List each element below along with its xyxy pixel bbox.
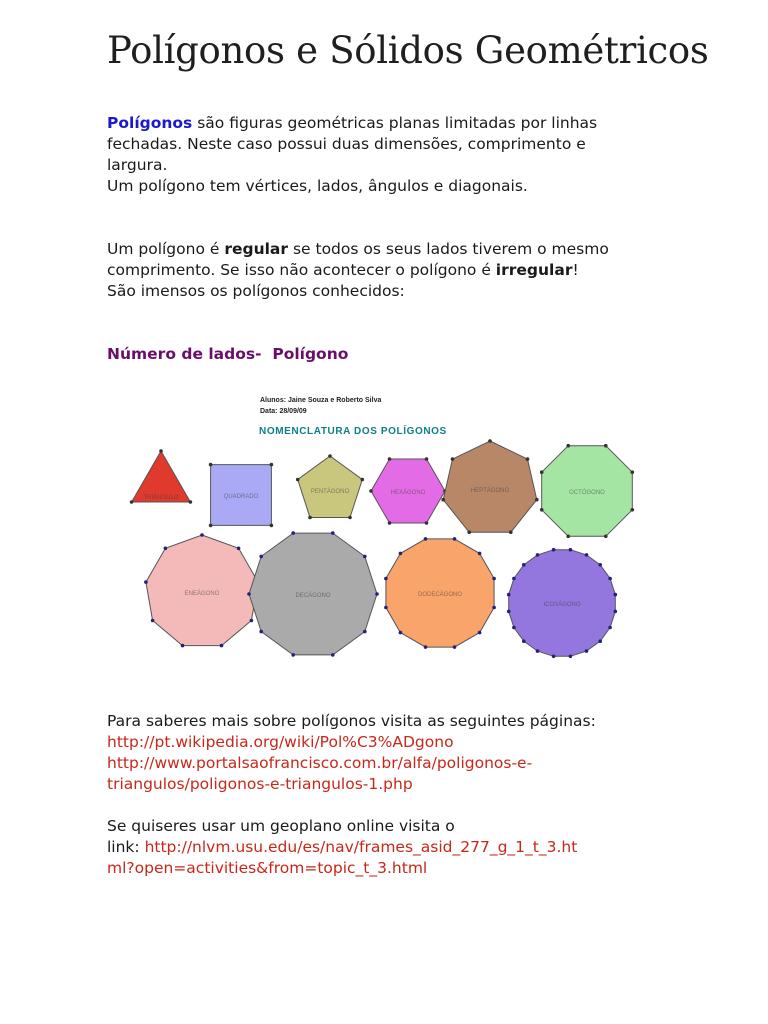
- polygon-7-sides: [441, 439, 538, 534]
- geoplano-link-line: link: http://nlvm.usu.edu/es/nav/frames_asid_277_g_1_t_3.ht: [107, 838, 578, 856]
- vertex-point: [608, 577, 612, 581]
- vertex-point: [331, 653, 335, 657]
- vertex-point: [220, 644, 224, 648]
- vertex-point: [270, 524, 274, 528]
- vertex-point: [209, 524, 213, 528]
- more-info-section: [107, 711, 596, 879]
- vertex-point: [451, 457, 455, 461]
- vertex-point: [200, 533, 204, 537]
- figure-heading: NOMENCLATURA DOS POLÍGONOS: [259, 426, 447, 437]
- polygon-label: ENEÁGONO: [184, 591, 220, 597]
- polygon-6-sides: [369, 457, 447, 525]
- polygon-label: PENTÁGONO: [310, 489, 350, 495]
- vertex-point: [363, 630, 367, 634]
- vertex-point: [331, 531, 335, 535]
- vertex-point: [467, 530, 471, 534]
- intro-line-3: largura.: [107, 156, 168, 174]
- vertex-point: [189, 500, 193, 504]
- vertex-point: [585, 553, 589, 557]
- vertex-point: [424, 645, 428, 649]
- regular-line-3: São imensos os polígonos conhecidos:: [107, 282, 405, 300]
- vertex-point: [492, 606, 496, 610]
- vertex-point: [361, 478, 365, 482]
- vertex-point: [453, 645, 457, 649]
- vertex-point: [566, 535, 570, 539]
- vertex-point: [536, 553, 540, 557]
- keyword-poligonos: Polígonos: [107, 114, 193, 132]
- intro-line-4: Um polígono tem vértices, lados, ângulos e diagonais.: [107, 177, 528, 195]
- vertex-point: [144, 580, 148, 584]
- vertex-point: [424, 537, 428, 541]
- regular-line-1: Um polígono é regular se todos os seus lados tiverem o mesmo: [107, 240, 609, 258]
- intro-line-2: fechadas. Neste caso possui duas dimensões, comprimento e: [107, 135, 586, 153]
- vertex-point: [631, 508, 635, 512]
- polygon-shape: [298, 456, 363, 518]
- vertex-point: [569, 548, 573, 552]
- link-portalsaofrancisco-line1[interactable]: http://www.portalsaofrancisco.com.br/alfa/poligonos-e-: [107, 754, 533, 772]
- vertex-point: [507, 593, 511, 597]
- section-heading: Número de lados- Polígono: [107, 345, 349, 363]
- vertex-point: [291, 531, 295, 535]
- polygon-figure-svg: [125, 388, 645, 668]
- vertex-point: [181, 644, 185, 648]
- vertex-point: [308, 516, 312, 520]
- link-portalsaofrancisco-line2[interactable]: triangulos/poligonos-e-triangulos-1.php: [107, 775, 413, 793]
- polygon-label: TRIÂNGULO: [143, 495, 179, 501]
- vertex-point: [552, 655, 556, 659]
- vertex-point: [247, 592, 251, 596]
- geoplano-text: Se quiseres usar um geoplano online visita o: [107, 817, 455, 835]
- vertex-point: [388, 521, 392, 525]
- polygon-label: OCTÓGONO: [569, 490, 605, 496]
- vertex-point: [259, 555, 263, 559]
- vertex-point: [441, 498, 445, 502]
- vertex-point: [209, 463, 213, 467]
- vertex-point: [270, 463, 274, 467]
- polygon-4-sides: [209, 463, 273, 527]
- vertex-point: [384, 606, 388, 610]
- vertex-point: [488, 439, 492, 443]
- vertex-point: [614, 610, 618, 614]
- vertex-point: [478, 631, 482, 635]
- vertex-point: [631, 470, 635, 474]
- vertex-point: [608, 626, 612, 630]
- vertex-point: [399, 631, 403, 635]
- vertex-point: [492, 577, 496, 581]
- polygon-label: ICOSÁGONO: [543, 602, 581, 608]
- polygon-label: HEXÁGONO: [390, 490, 426, 496]
- vertex-point: [348, 516, 352, 520]
- vertex-point: [526, 457, 530, 461]
- vertex-point: [453, 537, 457, 541]
- vertex-point: [399, 552, 403, 556]
- vertex-point: [250, 619, 254, 623]
- vertex-point: [507, 610, 511, 614]
- polygon-label: HEPTÁGONO: [470, 488, 510, 494]
- regular-paragraph: [107, 239, 609, 302]
- polygon-label: QUADRADO: [223, 494, 259, 500]
- vertex-point: [566, 444, 570, 448]
- regular-line-2: comprimento. Se isso não acontecer o polígono é irregular!: [107, 261, 579, 279]
- vertex-point: [522, 639, 526, 643]
- link-nlvm-line1[interactable]: http://nlvm.usu.edu/es/nav/frames_asid_277_g_1_t_3.ht: [144, 838, 578, 856]
- polygon-8-sides: [540, 444, 634, 538]
- vertex-point: [369, 489, 373, 493]
- page-title: Polígonos e Sólidos Geométricos: [107, 29, 709, 72]
- vertex-point: [328, 454, 332, 458]
- link-wikipedia[interactable]: http://pt.wikipedia.org/wiki/Pol%C3%ADgono: [107, 733, 454, 751]
- vertex-point: [540, 508, 544, 512]
- more-info-intro: Para saberes mais sobre polígonos visita as seguintes páginas:: [107, 712, 596, 730]
- polygon-12-sides: [384, 537, 496, 649]
- vertex-point: [540, 470, 544, 474]
- vertex-point: [164, 547, 168, 551]
- vertex-point: [425, 457, 429, 461]
- vertex-point: [375, 592, 379, 596]
- polygon-shapes: [130, 439, 634, 658]
- polygon-20-sides: [507, 548, 617, 658]
- vertex-point: [604, 444, 608, 448]
- vertex-point: [585, 649, 589, 653]
- vertex-point: [425, 521, 429, 525]
- vertex-point: [536, 649, 540, 653]
- vertex-point: [291, 653, 295, 657]
- vertex-point: [512, 626, 516, 630]
- vertex-point: [569, 655, 573, 659]
- polygon-shape: [443, 441, 537, 532]
- vertex-point: [130, 500, 134, 504]
- vertex-point: [552, 548, 556, 552]
- vertex-point: [388, 457, 392, 461]
- polygon-label: DECÁGONO: [295, 593, 331, 599]
- vertex-point: [478, 552, 482, 556]
- polygon-10-sides: [247, 531, 379, 656]
- vertex-point: [363, 555, 367, 559]
- vertex-point: [151, 619, 155, 623]
- polygon-3-sides: [130, 449, 192, 504]
- vertex-point: [259, 630, 263, 634]
- vertex-point: [535, 498, 539, 502]
- polygon-label: DODECÁGONO: [417, 592, 463, 598]
- vertex-point: [296, 478, 300, 482]
- figure-authors: Alunos: Jaine Souza e Roberto Silva: [260, 397, 382, 404]
- vertex-point: [598, 563, 602, 567]
- vertex-point: [512, 577, 516, 581]
- intro-line-1: Polígonos são figuras geométricas planas limitadas por linhas: [107, 114, 598, 132]
- vertex-point: [384, 577, 388, 581]
- vertex-point: [509, 530, 513, 534]
- intro-paragraph: [107, 113, 597, 197]
- vertex-point: [522, 563, 526, 567]
- polygon-5-sides: [296, 454, 364, 519]
- link-nlvm-line2[interactable]: ml?open=activities&from=topic_t_3.html: [107, 859, 428, 877]
- irregular-word: irregular: [495, 261, 573, 279]
- vertex-point: [159, 449, 163, 453]
- figure-date: Data: 28/09/09: [260, 408, 307, 415]
- regular-word: regular: [224, 240, 289, 258]
- polygon-9-sides: [144, 533, 260, 647]
- polygon-nomenclature-figure: [125, 388, 645, 668]
- vertex-point: [598, 639, 602, 643]
- vertex-point: [614, 593, 618, 597]
- vertex-point: [604, 535, 608, 539]
- vertex-point: [237, 547, 241, 551]
